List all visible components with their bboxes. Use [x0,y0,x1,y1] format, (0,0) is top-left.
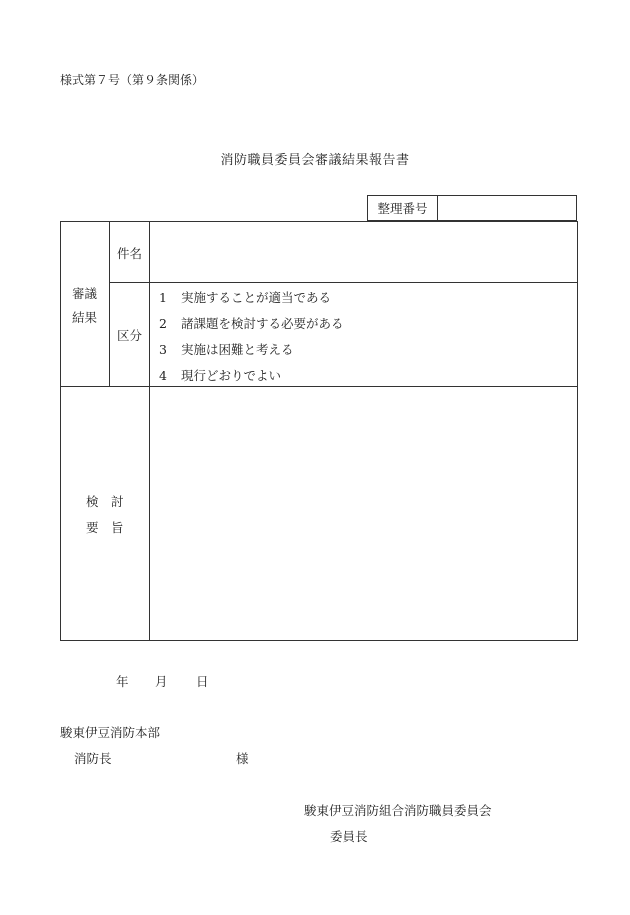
category-option-3[interactable] [159,340,294,358]
column-divider-inner [109,222,110,386]
option-text: 実施することが適当である [181,290,332,305]
option-number: 2 [159,316,167,331]
form-number-label: 様式第７号（第９条関係） [60,73,205,87]
option-text: 実施は困難と考える [181,342,294,357]
category-label: 区分 [117,328,143,343]
option-number: 4 [159,368,167,383]
recipient-organization: 駿東伊豆消防本部 [60,725,161,740]
recipient-honorific: 様 [236,751,249,766]
review-summary-label-line1: 検 討 [86,494,124,509]
option-text: 現行どおりでよい [181,368,282,383]
recipient-title: 消防長 [74,751,112,766]
review-summary-label-line2: 要 旨 [86,520,124,535]
option-number: 3 [159,342,167,357]
date-day: 日 [196,674,209,689]
review-summary-field[interactable] [155,392,571,632]
date-year: 年 [116,674,129,689]
deliberation-result-label-line1: 審議 [72,286,98,301]
category-option-4[interactable] [159,366,281,384]
option-number: 1 [159,290,167,305]
category-option-1[interactable] [159,288,331,306]
sender-organization: 駿東伊豆消防組合消防職員委員会 [304,803,492,818]
category-option-2[interactable] [159,314,344,332]
row-divider-result [61,386,577,387]
reference-number-box [367,195,577,221]
option-text: 諸課題を検討する必要がある [181,316,344,331]
subject-label: 件名 [117,246,143,261]
deliberation-result-label-line2: 結果 [72,310,98,325]
report-table [60,221,578,641]
subject-field[interactable] [153,244,573,264]
column-divider [149,222,150,640]
document-title: 消防職員委員会審議結果報告書 [220,153,410,168]
date-month: 月 [155,674,168,689]
sender-title: 委員長 [330,829,368,844]
row-divider-subject [109,282,577,283]
reference-number-label: 整理番号 [368,196,438,220]
reference-number-field[interactable] [438,196,576,220]
